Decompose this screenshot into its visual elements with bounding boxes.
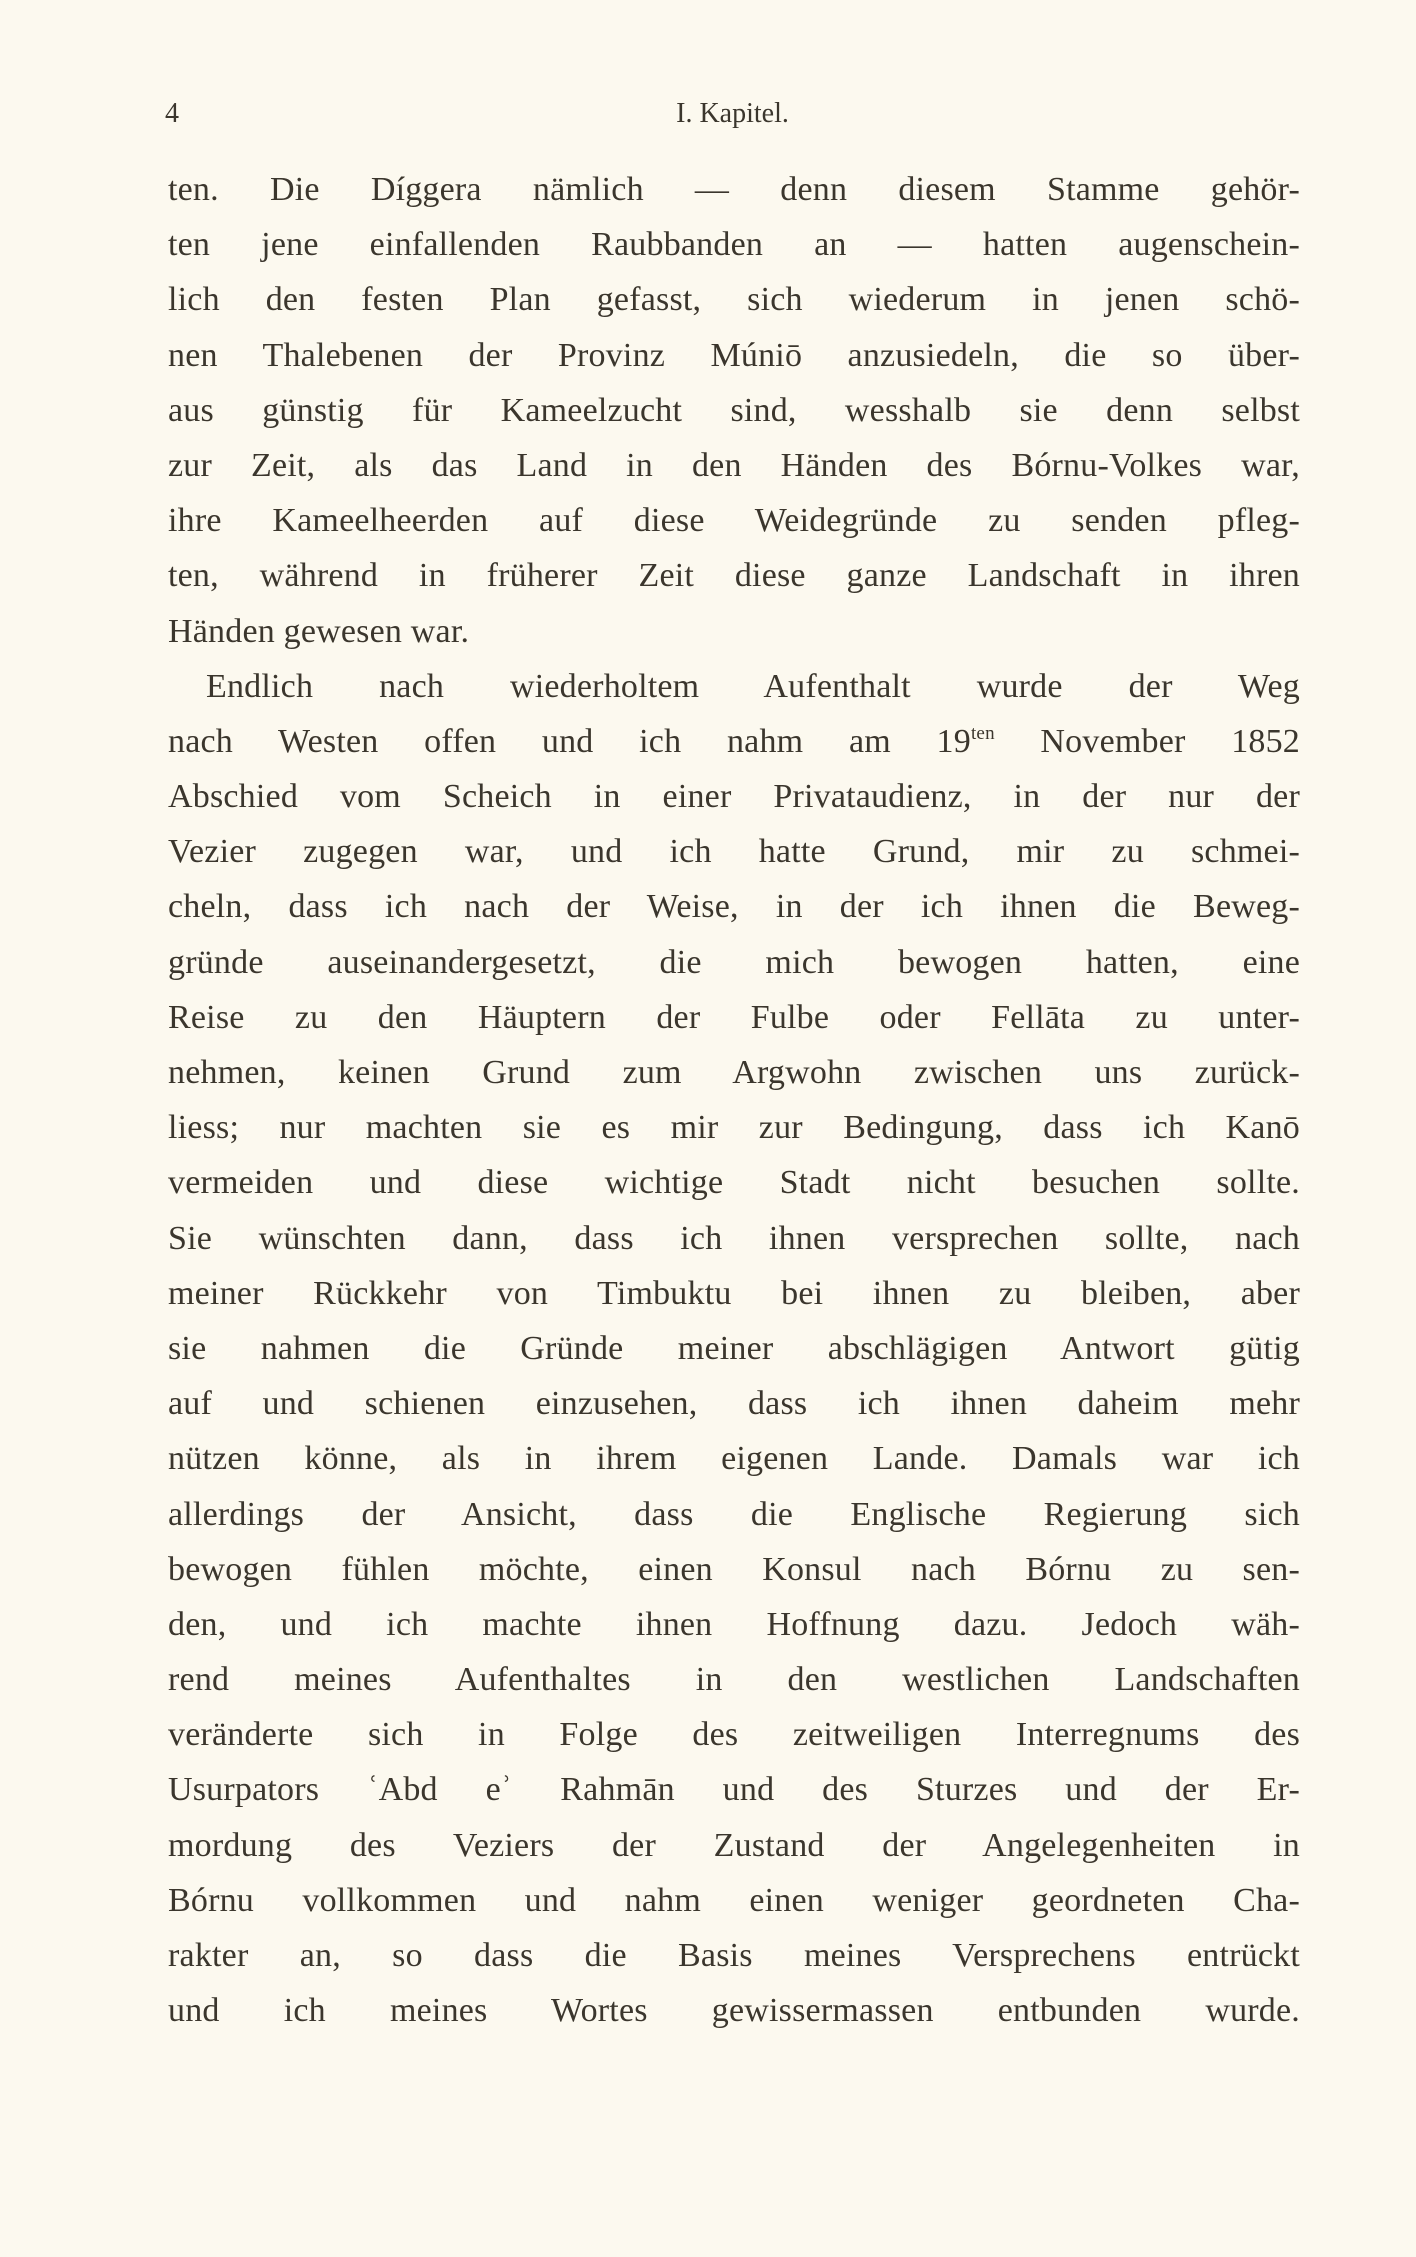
text-line: ten jene einfallenden Raubbanden an — hatten augenschein- bbox=[168, 226, 1300, 264]
page-number: 4 bbox=[165, 98, 179, 129]
text-line: Sie wünschten dann, dass ich ihnen versprechen sollte, nach bbox=[168, 1219, 1300, 1257]
text-line: nen Thalebenen der Provinz Múniō anzusiedeln, die so über- bbox=[168, 336, 1300, 374]
text-line: ihre Kameelheerden auf diese Weidegründe zu senden pfleg- bbox=[168, 502, 1300, 540]
text-line: Usurpators ʿAbd eʾ Rahmān und des Sturzes und der Er- bbox=[168, 1771, 1300, 1809]
text-line: vermeiden und diese wichtige Stadt nicht besuchen sollte. bbox=[168, 1164, 1300, 1202]
text-line: Reise zu den Häuptern der Fulbe oder Fellāta zu unter- bbox=[168, 998, 1300, 1036]
page-header bbox=[165, 98, 1300, 138]
text-line: auf und schienen einzusehen, dass ich ihnen daheim mehr bbox=[168, 1385, 1300, 1423]
text-line: Bórnu vollkommen und nahm einen weniger geordneten Cha- bbox=[168, 1881, 1300, 1919]
text-line: ten, während in früherer Zeit diese ganze Landschaft in ihren bbox=[168, 557, 1300, 595]
text-line: allerdings der Ansicht, dass die Englische Regierung sich bbox=[168, 1495, 1300, 1533]
running-title: I. Kapitel. bbox=[676, 98, 789, 129]
text-line: veränderte sich in Folge des zeitweiligen Interregnums des bbox=[168, 1716, 1300, 1754]
text-line: rakter an, so dass die Basis meines Versprechens entrückt bbox=[168, 1937, 1300, 1974]
text-line: gründe auseinandergesetzt, die mich bewogen hatten, eine bbox=[168, 943, 1300, 981]
text-line: sie nahmen die Gründe meiner abschlägigen Antwort gütig bbox=[168, 1329, 1300, 1367]
text-line bbox=[168, 714, 1300, 769]
text-line: cheln, dass ich nach der Weise, in der ich ihnen die Beweg- bbox=[168, 888, 1300, 926]
text-line: nützen könne, als in ihrem eigenen Lande. Damals war ich bbox=[168, 1440, 1300, 1478]
text-line: rend meines Aufenthaltes in den westlichen Landschaften bbox=[168, 1661, 1300, 1699]
text-line: meiner Rückkehr von Timbuktu bei ihnen zu bleiben, aber bbox=[168, 1274, 1300, 1312]
text-line: Vezier zugegen war, und ich hatte Grund, mir zu schmei- bbox=[168, 833, 1300, 871]
body-text bbox=[168, 162, 1300, 2038]
text-line: nehmen, keinen Grund zum Argwohn zwischen uns zurück- bbox=[168, 1054, 1300, 1091]
text-line: den, und ich machte ihnen Hoffnung dazu. Jedoch wäh- bbox=[168, 1605, 1300, 1643]
text-line: ten. Die Díggera nämlich — denn diesem Stamme gehör- bbox=[168, 171, 1300, 208]
text-line: mordung des Veziers der Zustand der Angelegenheiten in bbox=[168, 1826, 1300, 1864]
text-line: Händen gewesen war. bbox=[168, 612, 470, 650]
paragraph-1 bbox=[168, 162, 1300, 659]
text-line: liess; nur machten sie es mir zur Bedingung, dass ich Kanō bbox=[168, 1109, 1300, 1147]
text-line: aus günstig für Kameelzucht sind, wesshalb sie denn selbst bbox=[168, 391, 1300, 429]
paragraph-2 bbox=[168, 659, 1300, 2039]
text-line: zur Zeit, als das Land in den Händen des Bórnu-Volkes war, bbox=[168, 446, 1300, 484]
text-line: lich den festen Plan gefasst, sich wiederum in jenen schö- bbox=[168, 281, 1300, 319]
text-line: Endlich nach wiederholtem Aufenthalt wurde der Weg bbox=[206, 667, 1300, 705]
text-line: und ich meines Wortes gewissermassen entbunden wurde. bbox=[168, 1992, 1300, 2030]
text-segment: November 1852 bbox=[994, 722, 1300, 760]
text-segment: nach Westen offen und ich nahm am 19 bbox=[168, 722, 971, 760]
text-line: Abschied vom Scheich in einer Privataudienz, in der nur der bbox=[168, 778, 1300, 816]
text-line: bewogen fühlen möchte, einen Konsul nach Bórnu zu sen- bbox=[168, 1550, 1300, 1588]
superscript: ten bbox=[970, 722, 995, 744]
